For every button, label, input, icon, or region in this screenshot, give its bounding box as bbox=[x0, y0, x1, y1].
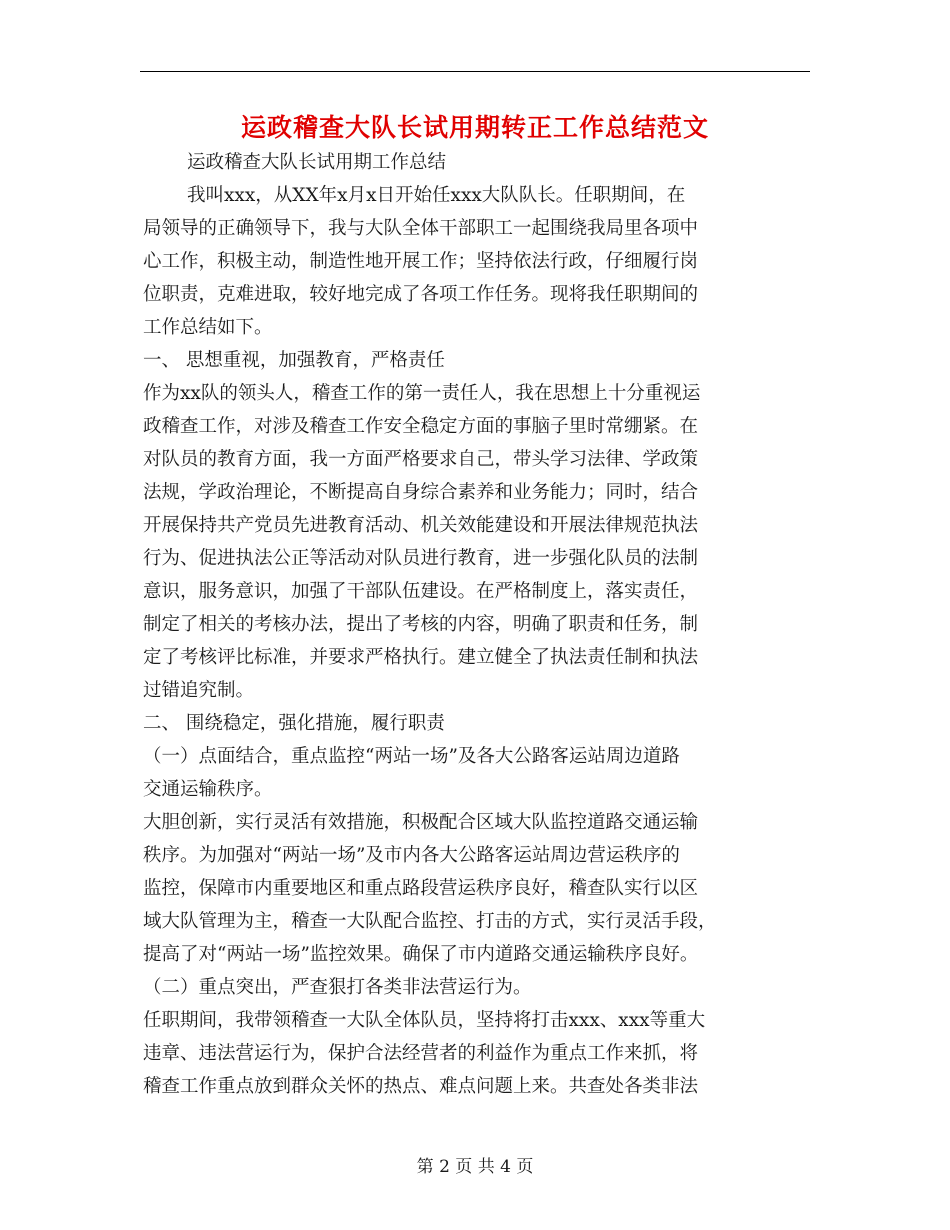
paragraph-line: 心工作，积极主动，制造性地开展工作；坚持依法行政，仔细履行岗 bbox=[143, 251, 699, 272]
document-title: 运政稽查大队长试用期转正工作总结范文 bbox=[240, 113, 709, 142]
document-body bbox=[143, 146, 803, 1103]
subsection-heading: （一）点面结合，重点监控“两站一场”及各大公路客运站周边道路 bbox=[143, 746, 680, 767]
paragraph-line: 工作总结如下。 bbox=[143, 317, 273, 338]
section-heading: 二、 围绕稳定，强化措施，履行职责 bbox=[143, 713, 445, 734]
paragraph-line: 政稽查工作，对涉及稽查工作安全稳定方面的事脑子里时常绷紧。在 bbox=[143, 416, 699, 437]
paragraph-line: 法规，学政治理论，不断提高自身综合素养和业务能力；同时，结合 bbox=[143, 482, 699, 503]
section-heading: 一、 思想重视，加强教育，严格责任 bbox=[143, 350, 445, 371]
paragraph-line: 行为、促进执法公正等活动对队员进行教育，进一步强化队员的法制 bbox=[143, 548, 699, 569]
paragraph-line: 稽查工作重点放到群众关怀的热点、难点问题上来。共查处各类非法 bbox=[143, 1076, 699, 1097]
paragraph-line: 我叫xxx，从XX年x月x日开始任xxx大队队长。任职期间，在 bbox=[187, 185, 686, 206]
paragraph-line: 定了考核评比标准，并要求严格执行。建立健全了执法责任制和执法 bbox=[143, 647, 699, 668]
subsection-heading: 交通运输秩序。 bbox=[143, 779, 273, 800]
paragraph-line: 域大队管理为主，稽查一大队配合监控、打击的方式，实行灵活手段， bbox=[143, 911, 717, 932]
paragraph-line: 监控，保障市内重要地区和重点路段营运秩序良好，稽查队实行以区 bbox=[143, 878, 699, 899]
header-rule bbox=[140, 71, 810, 72]
paragraph-line: 违章、违法营运行为，保护合法经营者的利益作为重点工作来抓，将 bbox=[143, 1043, 699, 1064]
paragraph-line: 提高了对“两站一场”监控效果。确保了市内道路交通运输秩序良好。 bbox=[143, 944, 699, 965]
paragraph-line: 作为xx队的领头人，稽查工作的第一责任人，我在思想上十分重视运 bbox=[143, 383, 701, 404]
paragraph-line: 位职责，克难进取，较好地完成了各项工作任务。现将我任职期间的 bbox=[143, 284, 699, 305]
paragraph-line: 任职期间，我带领稽查一大队全体队员，坚持将打击xxx、xxx等重大 bbox=[143, 1010, 706, 1031]
paragraph-line: 制定了相关的考核办法，提出了考核的内容，明确了职责和任务，制 bbox=[143, 614, 699, 635]
paragraph-line: 对队员的教育方面，我一方面严格要求自己，带头学习法律、学政策 bbox=[143, 449, 699, 470]
subtitle-line: 运政稽查大队长试用期工作总结 bbox=[187, 152, 447, 173]
paragraph-line: 局领导的正确领导下，我与大队全体干部职工一起围绕我局里各项中 bbox=[143, 218, 699, 239]
page-footer: 第 2 页 共 4 页 bbox=[416, 1157, 534, 1177]
paragraph-line: 开展保持共产党员先进教育活动、机关效能建设和开展法律规范执法 bbox=[143, 515, 699, 536]
paragraph-line: 过错追究制。 bbox=[143, 680, 255, 701]
subsection-heading: （二）重点突出，严查狠打各类非法营运行为。 bbox=[143, 977, 532, 998]
paragraph-line: 秩序。为加强对“两站一场”及市内各大公路客运站周边营运秩序的 bbox=[143, 845, 680, 866]
paragraph-line: 大胆创新，实行灵活有效措施，积极配合区域大队监控道路交通运输 bbox=[143, 812, 699, 833]
paragraph-line: 意识，服务意识，加强了干部队伍建设。在严格制度上，落实责任， bbox=[143, 581, 699, 602]
